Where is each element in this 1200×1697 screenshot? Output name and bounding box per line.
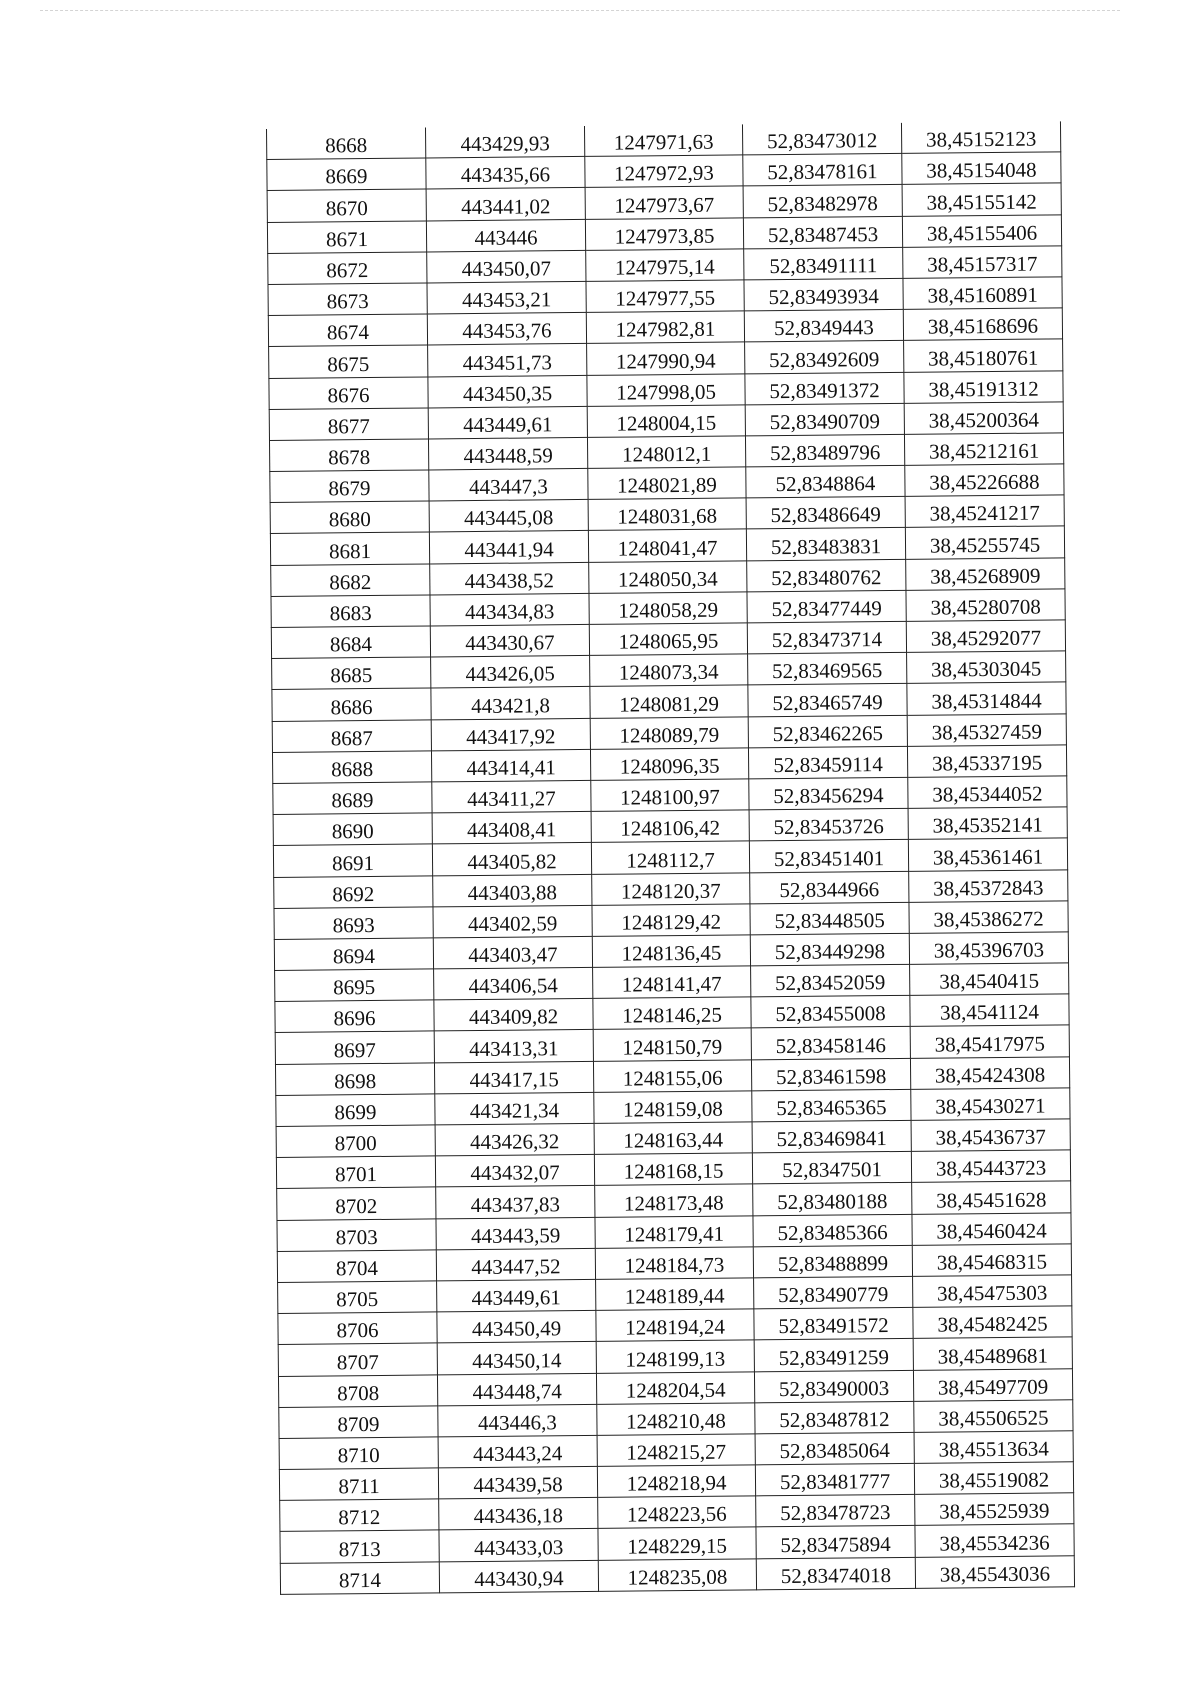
point-number-cell: 8677 <box>269 408 428 441</box>
point-number-cell: 8681 <box>270 532 429 565</box>
longitude-cell: 38,45157317 <box>903 246 1062 279</box>
latitude-cell: 52,83491111 <box>744 247 903 280</box>
x-coordinate-cell: 443434,83 <box>430 593 589 626</box>
latitude-cell: 52,83455008 <box>751 996 910 1029</box>
longitude-cell: 38,45154048 <box>902 152 1061 185</box>
point-number-cell: 8670 <box>267 189 426 222</box>
latitude-cell: 52,83477449 <box>747 590 906 623</box>
latitude-cell: 52,83458146 <box>751 1027 910 1060</box>
longitude-cell: 38,45482425 <box>913 1306 1072 1339</box>
x-coordinate-cell: 443403,47 <box>433 936 592 969</box>
x-coordinate-cell: 443450,35 <box>428 375 587 408</box>
longitude-cell: 38,45191312 <box>904 370 1063 403</box>
y-coordinate-cell: 1247998,05 <box>587 373 745 406</box>
latitude-cell: 52,83448505 <box>750 902 909 935</box>
x-coordinate-cell: 443453,21 <box>427 281 586 314</box>
x-coordinate-cell: 443421,34 <box>435 1092 594 1125</box>
longitude-cell: 38,45460424 <box>912 1212 1071 1245</box>
latitude-cell: 52,83493934 <box>744 278 903 311</box>
latitude-cell: 52,83478723 <box>756 1495 915 1528</box>
longitude-cell: 38,45255745 <box>905 526 1064 559</box>
x-coordinate-cell: 443441,94 <box>429 531 588 564</box>
point-number-cell: 8675 <box>269 345 428 378</box>
x-coordinate-cell: 443443,59 <box>436 1217 595 1250</box>
point-number-cell: 8696 <box>275 1000 434 1033</box>
latitude-cell: 52,83488899 <box>753 1245 912 1278</box>
point-number-cell: 8693 <box>274 907 433 940</box>
x-coordinate-cell: 443450,07 <box>427 250 586 283</box>
point-number-cell: 8683 <box>271 595 430 628</box>
x-coordinate-cell: 443408,41 <box>432 812 591 845</box>
point-number-cell: 8680 <box>270 501 429 534</box>
latitude-cell: 52,83483831 <box>746 528 905 561</box>
table-row <box>280 1555 1074 1594</box>
latitude-cell: 52,83469841 <box>752 1120 911 1153</box>
longitude-cell: 38,45155406 <box>902 214 1061 247</box>
latitude-cell: 52,83485064 <box>755 1432 914 1465</box>
x-coordinate-cell: 443413,31 <box>434 1030 593 1063</box>
longitude-cell: 38,45241217 <box>905 495 1064 528</box>
x-coordinate-cell: 443402,59 <box>433 905 592 938</box>
latitude-cell: 52,83485366 <box>753 1214 912 1247</box>
x-coordinate-cell: 443430,67 <box>430 624 589 657</box>
x-coordinate-cell: 443435,66 <box>426 157 585 190</box>
y-coordinate-cell: 1248106,42 <box>591 810 749 843</box>
x-coordinate-cell: 443445,08 <box>429 500 588 533</box>
x-coordinate-cell: 443451,73 <box>428 344 587 377</box>
y-coordinate-cell: 1247982,81 <box>586 311 744 344</box>
latitude-cell: 52,83491372 <box>745 372 904 405</box>
longitude-cell: 38,45155142 <box>902 183 1061 216</box>
longitude-cell: 38,45451628 <box>912 1181 1071 1214</box>
latitude-cell: 52,8348864 <box>746 465 905 498</box>
point-number-cell: 8676 <box>269 376 428 409</box>
y-coordinate-cell: 1248089,79 <box>590 716 748 749</box>
y-coordinate-cell: 1248215,27 <box>597 1434 755 1467</box>
x-coordinate-cell: 443429,93 <box>425 126 584 158</box>
longitude-cell: 38,45361461 <box>908 838 1067 871</box>
y-coordinate-cell: 1248150,79 <box>593 1028 751 1061</box>
y-coordinate-cell: 1248050,34 <box>589 561 747 594</box>
y-coordinate-cell: 1247971,63 <box>584 124 742 156</box>
y-coordinate-cell: 1248065,95 <box>589 623 747 656</box>
y-coordinate-cell: 1248021,89 <box>588 467 746 500</box>
longitude-cell: 38,45327459 <box>907 713 1066 746</box>
longitude-cell: 38,45212161 <box>904 433 1063 466</box>
x-coordinate-cell: 443411,27 <box>432 780 591 813</box>
y-coordinate-cell: 1248100,97 <box>591 779 749 812</box>
y-coordinate-cell: 1247977,55 <box>586 280 744 313</box>
x-coordinate-cell: 443405,82 <box>432 843 591 876</box>
y-coordinate-cell: 1248235,08 <box>598 1558 756 1591</box>
longitude-cell: 38,45280708 <box>906 589 1065 622</box>
x-coordinate-cell: 443438,52 <box>430 562 589 595</box>
point-number-cell: 8685 <box>272 657 431 690</box>
longitude-cell: 38,45180761 <box>904 339 1063 372</box>
longitude-cell: 38,45417975 <box>910 1025 1069 1058</box>
table-body <box>266 121 1074 1594</box>
longitude-cell: 38,45337195 <box>907 745 1066 778</box>
point-number-cell: 8689 <box>273 782 432 815</box>
longitude-cell: 38,45525939 <box>915 1493 1074 1526</box>
y-coordinate-cell: 1248058,29 <box>589 592 747 625</box>
y-coordinate-cell: 1248141,47 <box>593 966 751 999</box>
x-coordinate-cell: 443437,83 <box>436 1186 595 1219</box>
latitude-cell: 52,83475894 <box>756 1526 915 1559</box>
x-coordinate-cell: 443446 <box>426 219 585 252</box>
point-number-cell: 8712 <box>280 1499 439 1532</box>
point-number-cell: 8705 <box>278 1281 437 1314</box>
point-number-cell: 8671 <box>267 221 426 254</box>
point-number-cell: 8692 <box>274 875 433 908</box>
longitude-cell: 38,45543036 <box>915 1555 1074 1588</box>
point-number-cell: 8691 <box>273 844 432 877</box>
x-coordinate-cell: 443439,58 <box>438 1466 597 1499</box>
x-coordinate-cell: 443446,3 <box>438 1404 597 1437</box>
longitude-cell: 38,45168696 <box>903 308 1062 341</box>
longitude-cell: 38,45160891 <box>903 277 1062 310</box>
latitude-cell: 52,8344966 <box>750 871 909 904</box>
longitude-cell: 38,45152123 <box>901 121 1060 153</box>
y-coordinate-cell: 1248218,94 <box>597 1465 755 1498</box>
latitude-cell: 52,83487812 <box>755 1401 914 1434</box>
latitude-cell: 52,8347501 <box>752 1152 911 1185</box>
point-number-cell: 8706 <box>278 1312 437 1345</box>
x-coordinate-cell: 443450,14 <box>437 1342 596 1375</box>
point-number-cell: 8684 <box>271 626 430 659</box>
x-coordinate-cell: 443426,05 <box>431 656 590 689</box>
y-coordinate-cell: 1248112,7 <box>591 841 749 874</box>
y-coordinate-cell: 1247973,67 <box>585 186 743 219</box>
point-number-cell: 8686 <box>272 688 431 721</box>
scan-artifact-line <box>40 10 1120 11</box>
latitude-cell: 52,83490709 <box>745 403 904 436</box>
y-coordinate-cell: 1248129,42 <box>592 904 750 937</box>
latitude-cell: 52,83490779 <box>754 1276 913 1309</box>
longitude-cell: 38,45386272 <box>909 901 1068 934</box>
y-coordinate-cell: 1248041,47 <box>588 529 746 562</box>
longitude-cell: 38,45268909 <box>906 557 1065 590</box>
longitude-cell: 38,45303045 <box>907 651 1066 684</box>
point-number-cell: 8713 <box>280 1530 439 1563</box>
x-coordinate-cell: 443450,49 <box>437 1311 596 1344</box>
point-number-cell: 8703 <box>277 1218 436 1251</box>
y-coordinate-cell: 1248073,34 <box>590 654 748 687</box>
longitude-cell: 38,45372843 <box>909 869 1068 902</box>
latitude-cell: 52,83490003 <box>754 1370 913 1403</box>
x-coordinate-cell: 443449,61 <box>428 406 587 439</box>
point-number-cell: 8679 <box>270 470 429 503</box>
longitude-cell: 38,4540415 <box>910 963 1069 996</box>
longitude-cell: 38,45443723 <box>911 1150 1070 1183</box>
point-number-cell: 8701 <box>276 1156 435 1189</box>
longitude-cell: 38,45314844 <box>907 682 1066 715</box>
y-coordinate-cell: 1248184,73 <box>595 1247 753 1280</box>
x-coordinate-cell: 443453,76 <box>427 313 586 346</box>
x-coordinate-cell: 443421,8 <box>431 687 590 720</box>
x-coordinate-cell: 443447,52 <box>436 1248 595 1281</box>
point-number-cell: 8707 <box>278 1343 437 1376</box>
y-coordinate-cell: 1247973,85 <box>585 217 743 250</box>
y-coordinate-cell: 1248173,48 <box>595 1184 753 1217</box>
latitude-cell: 52,83461598 <box>751 1058 910 1091</box>
y-coordinate-cell: 1248204,54 <box>596 1371 754 1404</box>
latitude-cell: 52,83481777 <box>755 1463 914 1496</box>
x-coordinate-cell: 443436,18 <box>439 1498 598 1531</box>
latitude-cell: 52,83449298 <box>750 933 909 966</box>
point-number-cell: 8704 <box>277 1250 436 1283</box>
x-coordinate-cell: 443433,03 <box>439 1529 598 1562</box>
point-number-cell: 8682 <box>271 564 430 597</box>
x-coordinate-cell: 443448,74 <box>437 1373 596 1406</box>
longitude-cell: 38,45506525 <box>914 1400 1073 1433</box>
y-coordinate-cell: 1248194,24 <box>596 1309 754 1342</box>
x-coordinate-cell: 443406,54 <box>434 967 593 1000</box>
x-coordinate-cell: 443441,02 <box>426 188 585 221</box>
point-number-cell: 8709 <box>279 1406 438 1439</box>
latitude-cell: 52,83453726 <box>749 808 908 841</box>
point-number-cell: 8673 <box>268 283 427 316</box>
coordinates-table <box>266 121 1075 1594</box>
y-coordinate-cell: 1248199,13 <box>596 1340 754 1373</box>
longitude-cell: 38,45468315 <box>912 1244 1071 1277</box>
latitude-cell: 52,83489796 <box>745 434 904 467</box>
x-coordinate-cell: 443449,61 <box>437 1279 596 1312</box>
point-number-cell: 8678 <box>269 439 428 472</box>
longitude-cell: 38,45475303 <box>913 1275 1072 1308</box>
longitude-cell: 38,45436737 <box>911 1119 1070 1152</box>
longitude-cell: 38,45519082 <box>914 1462 1073 1495</box>
latitude-cell: 52,83480188 <box>753 1183 912 1216</box>
point-number-cell: 8700 <box>276 1125 435 1158</box>
y-coordinate-cell: 1248136,45 <box>592 935 750 968</box>
x-coordinate-cell: 443432,07 <box>435 1155 594 1188</box>
longitude-cell: 38,45200364 <box>904 402 1063 435</box>
y-coordinate-cell: 1248223,56 <box>598 1496 756 1529</box>
point-number-cell: 8695 <box>275 969 434 1002</box>
latitude-cell: 52,83482978 <box>743 185 902 218</box>
longitude-cell: 38,45534236 <box>915 1524 1074 1557</box>
point-number-cell: 8710 <box>279 1437 438 1470</box>
point-number-cell: 8688 <box>272 751 431 784</box>
y-coordinate-cell: 1247990,94 <box>587 342 745 375</box>
longitude-cell: 38,45424308 <box>910 1056 1069 1089</box>
latitude-cell: 52,83491572 <box>754 1307 913 1340</box>
x-coordinate-cell: 443447,3 <box>429 468 588 501</box>
longitude-cell: 38,45497709 <box>913 1368 1072 1401</box>
longitude-cell: 38,45226688 <box>905 464 1064 497</box>
y-coordinate-cell: 1248210,48 <box>597 1403 755 1436</box>
x-coordinate-cell: 443417,92 <box>431 718 590 751</box>
longitude-cell: 38,45489681 <box>913 1337 1072 1370</box>
y-coordinate-cell: 1248155,06 <box>593 1060 751 1093</box>
longitude-cell: 38,45352141 <box>908 807 1067 840</box>
point-number-cell: 8714 <box>280 1562 439 1595</box>
latitude-cell: 52,83473012 <box>742 123 901 155</box>
y-coordinate-cell: 1248031,68 <box>588 498 746 531</box>
x-coordinate-cell: 443417,15 <box>434 1061 593 1094</box>
x-coordinate-cell: 443430,94 <box>439 1560 598 1593</box>
point-number-cell: 8669 <box>267 158 426 191</box>
latitude-cell: 52,83469565 <box>748 653 907 686</box>
longitude-cell: 38,45344052 <box>908 776 1067 809</box>
y-coordinate-cell: 1248120,37 <box>592 872 750 905</box>
y-coordinate-cell: 1248163,44 <box>594 1122 752 1155</box>
latitude-cell: 52,83480762 <box>747 559 906 592</box>
y-coordinate-cell: 1248004,15 <box>587 405 745 438</box>
longitude-cell: 38,45396703 <box>909 932 1068 965</box>
x-coordinate-cell: 443414,41 <box>431 749 590 782</box>
y-coordinate-cell: 1248096,35 <box>590 748 748 781</box>
y-coordinate-cell: 1248081,29 <box>590 685 748 718</box>
latitude-cell: 52,83491259 <box>754 1339 913 1372</box>
y-coordinate-cell: 1248012,1 <box>587 436 745 469</box>
latitude-cell: 52,83465365 <box>752 1089 911 1122</box>
point-number-cell: 8694 <box>274 938 433 971</box>
latitude-cell: 52,83451401 <box>749 840 908 873</box>
y-coordinate-cell: 1248159,08 <box>594 1091 752 1124</box>
point-number-cell: 8674 <box>268 314 427 347</box>
point-number-cell: 8702 <box>277 1187 436 1220</box>
x-coordinate-cell: 443426,32 <box>435 1123 594 1156</box>
point-number-cell: 8699 <box>276 1094 435 1127</box>
point-number-cell: 8672 <box>268 252 427 285</box>
latitude-cell: 52,83478161 <box>743 154 902 187</box>
x-coordinate-cell: 443448,59 <box>428 437 587 470</box>
latitude-cell: 52,83459114 <box>748 746 907 779</box>
x-coordinate-cell: 443403,88 <box>433 874 592 907</box>
longitude-cell: 38,45292077 <box>906 620 1065 653</box>
point-number-cell: 8690 <box>273 813 432 846</box>
point-number-cell: 8697 <box>275 1031 434 1064</box>
latitude-cell: 52,83465749 <box>748 684 907 717</box>
y-coordinate-cell: 1248179,41 <box>595 1215 753 1248</box>
longitude-cell: 38,45513634 <box>914 1431 1073 1464</box>
latitude-cell: 52,83452059 <box>751 964 910 997</box>
latitude-cell: 52,8349443 <box>744 310 903 343</box>
x-coordinate-cell: 443443,24 <box>438 1435 597 1468</box>
y-coordinate-cell: 1248189,44 <box>596 1278 754 1311</box>
x-coordinate-cell: 443409,82 <box>434 999 593 1032</box>
latitude-cell: 52,83492609 <box>745 341 904 374</box>
latitude-cell: 52,83474018 <box>756 1557 915 1590</box>
latitude-cell: 52,83487453 <box>743 216 902 249</box>
point-number-cell: 8698 <box>275 1063 434 1096</box>
latitude-cell: 52,83486649 <box>746 497 905 530</box>
longitude-cell: 38,45430271 <box>911 1088 1070 1121</box>
y-coordinate-cell: 1248146,25 <box>593 997 751 1030</box>
point-number-cell: 8708 <box>278 1374 437 1407</box>
y-coordinate-cell: 1247972,93 <box>585 155 743 188</box>
longitude-cell: 38,4541124 <box>910 994 1069 1027</box>
latitude-cell: 52,83456294 <box>749 777 908 810</box>
y-coordinate-cell: 1248229,15 <box>598 1527 756 1560</box>
point-number-cell: 8687 <box>272 720 431 753</box>
point-number-cell: 8668 <box>266 127 425 159</box>
y-coordinate-cell: 1247975,14 <box>586 249 744 282</box>
latitude-cell: 52,83462265 <box>748 715 907 748</box>
point-number-cell: 8711 <box>279 1468 438 1501</box>
latitude-cell: 52,83473714 <box>747 621 906 654</box>
y-coordinate-cell: 1248168,15 <box>594 1153 752 1186</box>
